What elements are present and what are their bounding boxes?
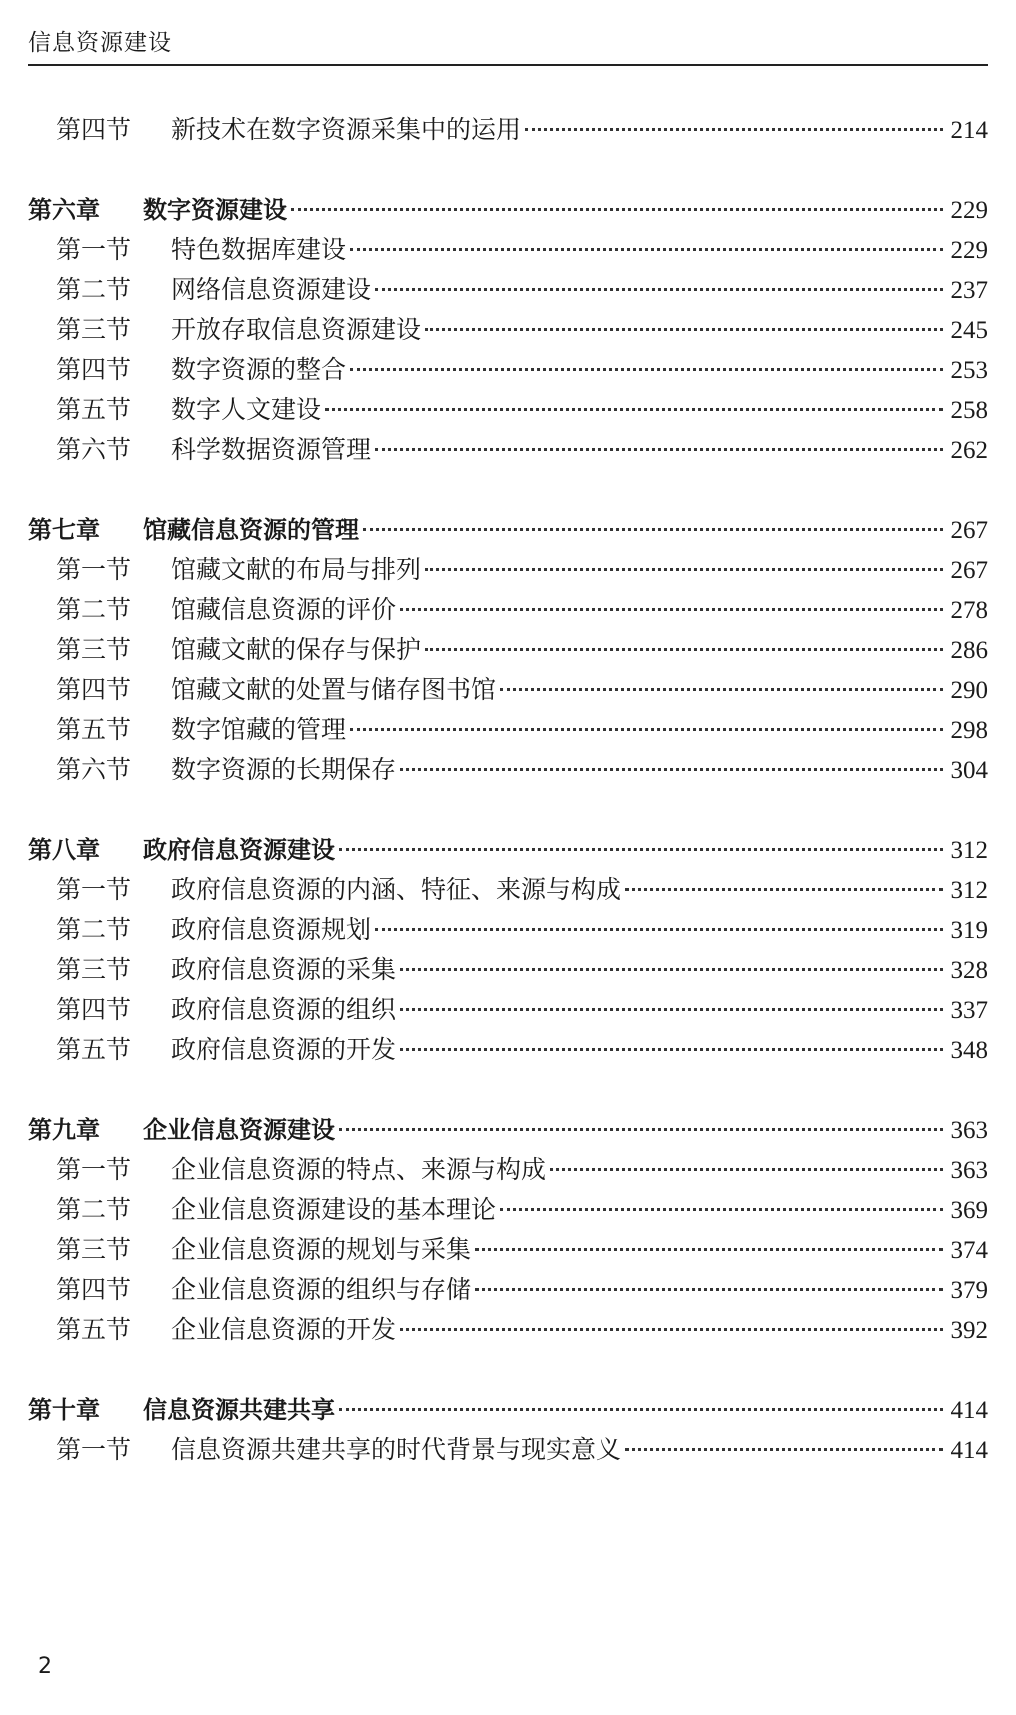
toc-entry-title: 数字馆藏的管理 [171, 715, 347, 744]
dot-leader [325, 408, 942, 411]
toc-entry-page: 348 [950, 1037, 988, 1064]
toc-entry-page: 414 [950, 1397, 988, 1424]
toc-entry-label: 第四节 [56, 1275, 132, 1304]
dot-leader [625, 888, 942, 891]
toc-entry-title: 企业信息资源的开发 [171, 1315, 397, 1344]
toc-chapter-entry [28, 192, 988, 228]
dot-leader [400, 1328, 942, 1331]
dot-leader [475, 1248, 942, 1251]
dot-leader [425, 568, 942, 571]
dot-leader [363, 528, 943, 531]
dot-leader [625, 1448, 942, 1451]
dot-leader [550, 1168, 942, 1171]
toc-section-entry [56, 392, 988, 428]
toc-entry-title: 馆藏信息资源的管理 [143, 516, 359, 544]
toc-entry-page: 298 [950, 717, 988, 744]
toc-entry-title: 馆藏文献的布局与排列 [171, 555, 422, 584]
dot-leader [339, 848, 943, 851]
dot-leader [350, 368, 942, 371]
toc-section-entry [56, 272, 988, 308]
toc-entry-title: 政府信息资源建设 [143, 836, 335, 864]
toc-entry-label: 第七章 [28, 516, 100, 544]
toc-entry-page: 312 [950, 837, 988, 864]
toc-section-entry [56, 632, 988, 668]
toc-section-entry [56, 1312, 988, 1348]
toc-entry-title: 特色数据库建设 [171, 235, 347, 264]
toc-entry-title: 信息资源共建共享的时代背景与现实意义 [171, 1435, 622, 1464]
toc-entry-label: 第一节 [56, 1155, 132, 1184]
toc-entry-title: 数字资源建设 [143, 196, 287, 224]
toc-entry-page: 337 [950, 997, 988, 1024]
dot-leader [291, 208, 943, 211]
toc-entry-label: 第五节 [56, 1035, 132, 1064]
toc-entry-title: 数字资源的整合 [171, 355, 347, 384]
toc-entry-page: 319 [950, 917, 988, 944]
toc-entry-page: 245 [950, 317, 988, 344]
dot-leader [350, 728, 942, 731]
toc-entry-label: 第六节 [56, 755, 132, 784]
toc-section-entry [56, 1432, 988, 1468]
toc-entry-label: 第一节 [56, 1435, 132, 1464]
toc-entry-page: 262 [950, 437, 988, 464]
toc-section-entry [56, 712, 988, 748]
toc-section-entry [56, 912, 988, 948]
dot-leader [400, 1048, 942, 1051]
toc-section-entry [56, 1152, 988, 1188]
toc-entry-title: 政府信息资源的组织 [171, 995, 397, 1024]
toc-chapter-entry [28, 512, 988, 548]
dot-leader [400, 608, 942, 611]
toc-entry-title: 企业信息资源的特点、来源与构成 [171, 1155, 547, 1184]
dot-leader [339, 1408, 943, 1411]
dot-leader [525, 128, 942, 131]
toc-entry-label: 第二节 [56, 595, 132, 624]
toc-entry-label: 第四节 [56, 355, 132, 384]
toc-entry-label: 第一节 [56, 555, 132, 584]
toc-section-entry [56, 1192, 988, 1228]
toc-entry-label: 第十章 [28, 1396, 100, 1424]
dot-leader [375, 928, 942, 931]
toc-entry-label: 第八章 [28, 836, 100, 864]
toc-entry-label: 第六章 [28, 196, 100, 224]
toc-entry-title: 数字人文建设 [171, 395, 322, 424]
dot-leader [475, 1288, 942, 1291]
dot-leader [400, 1008, 942, 1011]
dot-leader [400, 768, 942, 771]
toc-entry-page: 278 [950, 597, 988, 624]
dot-leader [375, 448, 942, 451]
toc-entry-title: 政府信息资源的采集 [171, 955, 397, 984]
toc-section-entry [56, 432, 988, 468]
toc-entry-title: 信息资源共建共享 [143, 1396, 335, 1424]
toc-entry-title: 企业信息资源建设 [143, 1116, 335, 1144]
toc-entry-page: 369 [950, 1197, 988, 1224]
toc-entry-page: 229 [950, 197, 988, 224]
toc-entry-label: 第一节 [56, 235, 132, 264]
toc-entry-title: 企业信息资源的规划与采集 [171, 1235, 472, 1264]
toc-entry-label: 第四节 [56, 995, 132, 1024]
toc-entry-label: 第五节 [56, 715, 132, 744]
toc-entry-title: 新技术在数字资源采集中的运用 [171, 115, 522, 144]
toc-section-entry [56, 1032, 988, 1068]
toc-entry-label: 第五节 [56, 1315, 132, 1344]
toc-section-entry [56, 672, 988, 708]
dot-leader [350, 248, 942, 251]
toc-entry-page: 379 [950, 1277, 988, 1304]
toc-section-entry [56, 312, 988, 348]
toc-entry-page: 363 [950, 1117, 988, 1144]
toc-entry-page: 363 [950, 1157, 988, 1184]
toc-entry-label: 第五节 [56, 395, 132, 424]
toc-entry-label: 第四节 [56, 675, 132, 704]
toc-entry-page: 229 [950, 237, 988, 264]
toc-section-entry [56, 952, 988, 988]
dot-leader [425, 328, 942, 331]
toc-entry-title: 政府信息资源的开发 [171, 1035, 397, 1064]
dot-leader [500, 1208, 942, 1211]
toc-entry-label: 第二节 [56, 275, 132, 304]
page-number: 2 [38, 1654, 52, 1679]
toc-section-entry [56, 992, 988, 1028]
toc-entry-label: 第二节 [56, 915, 132, 944]
toc-entry-title: 网络信息资源建设 [171, 275, 372, 304]
dot-leader [425, 648, 942, 651]
toc-section-entry [56, 1232, 988, 1268]
toc-entry-label: 第四节 [56, 115, 132, 144]
dot-leader [500, 688, 942, 691]
toc-entry-page: 253 [950, 357, 988, 384]
toc-entry-label: 第六节 [56, 435, 132, 464]
toc-section-entry [56, 232, 988, 268]
dot-leader [400, 968, 942, 971]
toc-entry-page: 290 [950, 677, 988, 704]
toc-entry-page: 237 [950, 277, 988, 304]
toc-entry-title: 政府信息资源规划 [171, 915, 372, 944]
toc-entry-page: 392 [950, 1317, 988, 1344]
dot-leader [339, 1128, 943, 1131]
toc-chapter-entry [28, 832, 988, 868]
toc-entry-label: 第三节 [56, 315, 132, 344]
toc-entry-page: 312 [950, 877, 988, 904]
toc-entry-label: 第三节 [56, 955, 132, 984]
toc-entry-title: 馆藏信息资源的评价 [171, 595, 397, 624]
toc-entry-page: 374 [950, 1237, 988, 1264]
toc-entry-title: 数字资源的长期保存 [171, 755, 397, 784]
toc-entry-page: 286 [950, 637, 988, 664]
toc-entry-label: 第一节 [56, 875, 132, 904]
toc-entry-page: 267 [950, 557, 988, 584]
toc-entry-title: 政府信息资源的内涵、特征、来源与构成 [171, 875, 622, 904]
toc-entry-title: 企业信息资源的组织与存储 [171, 1275, 472, 1304]
toc-section-entry [56, 112, 988, 148]
toc-entry-page: 267 [950, 517, 988, 544]
toc-entry-title: 开放存取信息资源建设 [171, 315, 422, 344]
toc-section-entry [56, 1272, 988, 1308]
toc-chapter-entry [28, 1112, 988, 1148]
dot-leader [375, 288, 942, 291]
running-header-title: 信息资源建设 [28, 30, 172, 56]
toc-section-entry [56, 872, 988, 908]
toc-entry-page: 304 [950, 757, 988, 784]
toc-section-entry [56, 352, 988, 388]
toc-entry-page: 214 [950, 117, 988, 144]
toc-entry-title: 馆藏文献的处置与储存图书馆 [171, 675, 497, 704]
toc-entry-title: 科学数据资源管理 [171, 435, 372, 464]
toc-entry-page: 328 [950, 957, 988, 984]
toc-entry-page: 414 [950, 1437, 988, 1464]
toc-entry-label: 第三节 [56, 1235, 132, 1264]
toc-entry-title: 馆藏文献的保存与保护 [171, 635, 422, 664]
toc-entry-title: 企业信息资源建设的基本理论 [171, 1195, 497, 1224]
toc-section-entry [56, 752, 988, 788]
toc-entry-page: 258 [950, 397, 988, 424]
toc-entry-label: 第三节 [56, 635, 132, 664]
toc-chapter-entry [28, 1392, 988, 1428]
toc-entry-label: 第九章 [28, 1116, 100, 1144]
toc-section-entry [56, 552, 988, 588]
toc-entry-label: 第二节 [56, 1195, 132, 1224]
toc-section-entry [56, 592, 988, 628]
